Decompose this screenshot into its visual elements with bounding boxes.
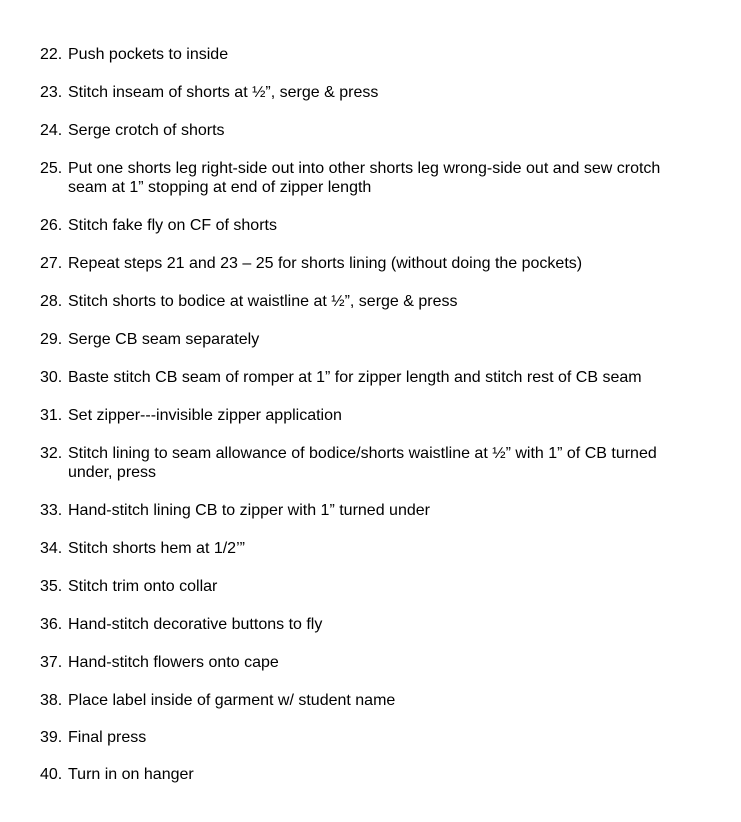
step-item [40,691,700,710]
step-item [40,368,700,387]
step-text: Stitch lining to seam allowance of bodice/shorts waistline at ½” with 1” of CB turned under, press [68,445,657,481]
step-number: 33. [40,502,63,519]
step-item [40,121,700,140]
step-item [40,444,700,482]
step-item [40,765,700,784]
step-number: 26. [40,217,63,234]
step-item [40,45,700,64]
step-text: Hand-stitch flowers onto cape [68,654,279,671]
step-number: 35. [40,578,63,595]
step-text: Stitch fake fly on CF of shorts [68,217,277,234]
step-list [40,45,700,803]
step-text: Stitch inseam of shorts at ½”, serge & press [68,84,379,101]
step-number: 34. [40,540,63,557]
step-number: 23. [40,84,63,101]
step-text: Final press [68,729,147,746]
step-number: 36. [40,616,63,633]
step-text: Place label inside of garment w/ student name [68,692,396,709]
step-text: Push pockets to inside [68,46,229,63]
step-text: Baste stitch CB seam of romper at 1” for zipper length and stitch rest of CB seam [68,369,642,386]
step-item [40,501,700,520]
step-number: 22. [40,46,63,63]
step-number: 28. [40,293,63,310]
step-text: Stitch shorts hem at 1/2’” [68,540,245,557]
step-item [40,216,700,235]
step-item [40,728,700,747]
step-text: Serge CB seam separately [68,331,260,348]
step-item [40,539,700,558]
step-number: 40. [40,766,63,783]
step-number: 30. [40,369,63,386]
step-number: 31. [40,407,63,424]
step-item [40,653,700,672]
step-number: 37. [40,654,63,671]
step-text: Serge crotch of shorts [68,122,225,139]
step-item [40,330,700,349]
step-number: 25. [40,160,63,177]
step-number: 29. [40,331,63,348]
step-item [40,406,700,425]
step-text: Stitch shorts to bodice at waistline at ½”, serge & press [68,293,458,310]
step-item [40,577,700,596]
step-text: Hand-stitch decorative buttons to fly [68,616,323,633]
step-number: 24. [40,122,63,139]
step-text: Repeat steps 21 and 23 – 25 for shorts lining (without doing the pockets) [68,255,583,272]
step-text: Turn in on hanger [68,766,194,783]
step-text: Hand-stitch lining CB to zipper with 1” turned under [68,502,430,519]
step-item [40,615,700,634]
step-text: Set zipper---invisible zipper application [68,407,342,424]
step-number: 27. [40,255,63,272]
step-item [40,83,700,102]
step-text: Put one shorts leg right-side out into other shorts leg wrong-side out and sew crotch seam at 1” stopping at end of zipper length [68,160,661,196]
step-item [40,159,700,197]
step-text: Stitch trim onto collar [68,578,218,595]
step-item [40,292,700,311]
step-number: 39. [40,729,63,746]
step-number: 38. [40,692,63,709]
step-item [40,254,700,273]
step-number: 32. [40,445,63,462]
